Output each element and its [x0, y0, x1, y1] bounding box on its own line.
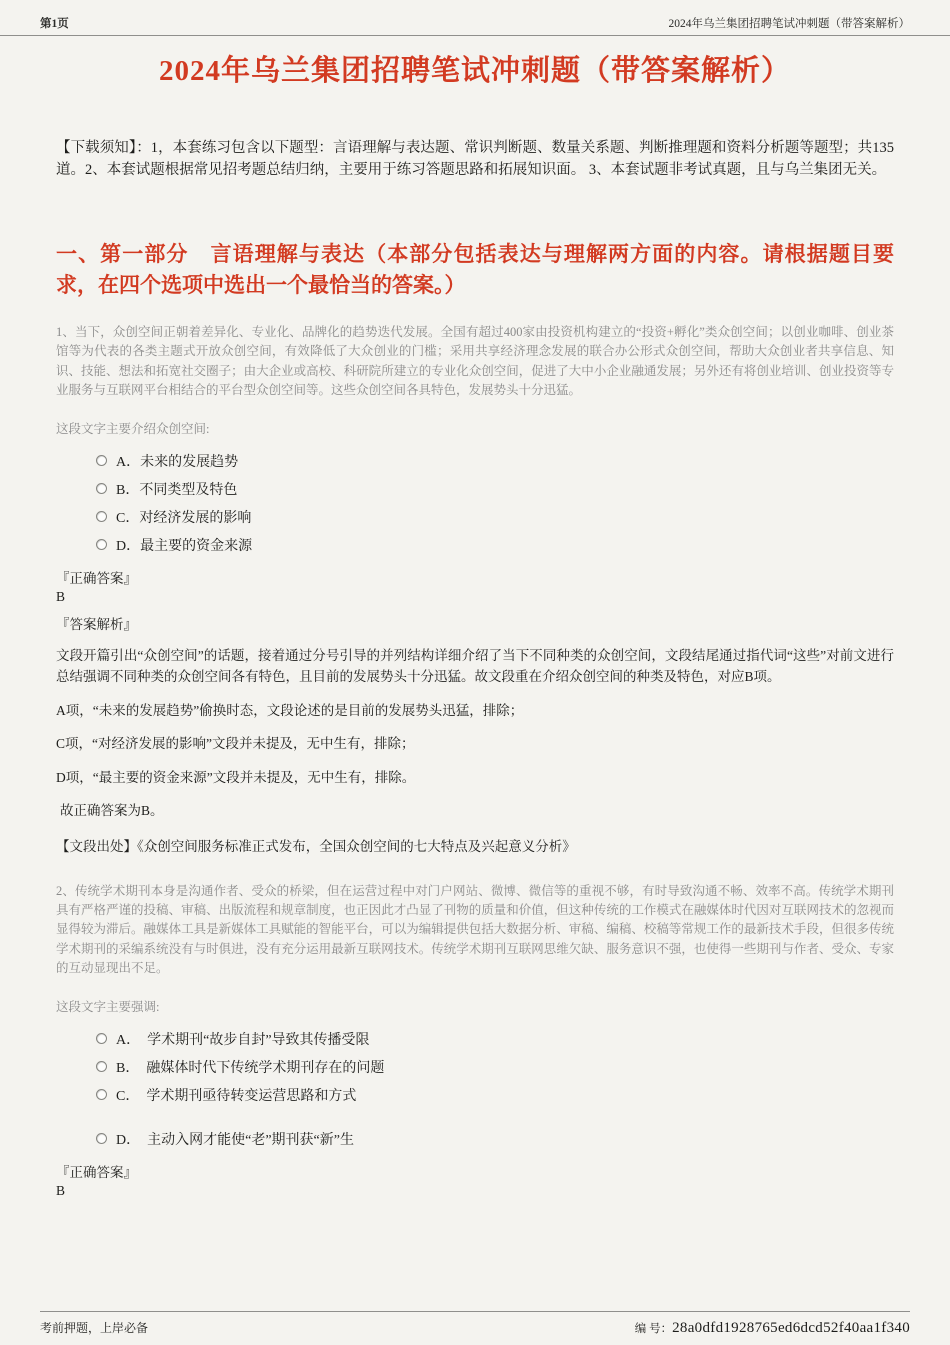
- option-label: D． 主动入网才能使“老”期刊获“新”生: [116, 1132, 354, 1148]
- option-label: A．未来的发展趋势: [116, 454, 239, 470]
- correct-answer-value: B: [56, 1182, 66, 1198]
- serial-code: 28a0dfd1928765ed6dcd52f40aa1f340: [672, 1320, 910, 1336]
- question-2-options: [96, 1025, 894, 1153]
- document-footer: [40, 1311, 910, 1337]
- analysis-paragraph: D项，“最主要的资金来源”文段并未提及，无中生有，排除。: [56, 769, 416, 785]
- option-label: C．对经济发展的影响: [116, 510, 252, 526]
- correct-answer-label: 『正确答案』: [56, 1164, 137, 1180]
- radio-icon[interactable]: [96, 1089, 107, 1100]
- radio-icon[interactable]: [96, 511, 107, 522]
- download-note: 【下载须知】：1，本套练习包含以下题型：言语理解与表达题、常识判断题、数量关系题、判断推理题和资料分析题等题型；共135道。2、本套试题根据常见招考题总结归纳，主要用于练习答题思路和拓展知识面。 3、本套试题非考试真题，且与乌兰集团无关。: [56, 139, 894, 178]
- question-1-option-c[interactable]: [96, 503, 251, 531]
- correct-answer-value: B: [56, 588, 66, 604]
- page-title: 2024年乌兰集团招聘笔试冲刺题（带答案解析）: [158, 55, 791, 87]
- question-2-stem: 2、传统学术期刊本身是沟通作者、受众的桥梁，但在运营过程中对门户网站、微博、微信等的重视不够，有时导致沟通不畅、效率不高。传统学术期刊具有严格严谨的投稿、审稿、出版流程和规章制度，也正因此才凸显了刊物的质量和价值，但这种传统的工作模式在融媒体时代因对互联网技术的忽视而显得较为滞后。融媒体工具是新媒体工具赋能的智能平台，可以为编辑提供包括大数据分析、审稿、编稿、校稿等常规工作的最新技术手段，但很多传统学术期刊的采编系统没有与时俱进，没有充分运用最新互联网技术。传统学术期刊互联网思维欠缺、服务意识不强，也使得一些期刊与作者、受众、专家的互动显现出不足。: [56, 883, 894, 976]
- radio-icon[interactable]: [96, 539, 107, 550]
- option-label: B．不同类型及特色: [116, 482, 238, 498]
- analysis-paragraph: C项，“对经济发展的影响”文段并未提及，无中生有，排除；: [56, 736, 415, 752]
- question-1-option-a[interactable]: [96, 447, 238, 475]
- analysis-conclusion: 故正确答案为B。: [60, 803, 164, 819]
- option-label: B． 融媒体时代下传统学术期刊存在的问题: [116, 1060, 385, 1076]
- page-number: 第1页: [40, 18, 69, 30]
- question-2-option-b[interactable]: [96, 1053, 384, 1081]
- serial-label: 编 号：: [634, 1323, 673, 1335]
- header-doc-title: 2024年乌兰集团招聘笔试冲刺题（带答案解析）: [668, 18, 910, 30]
- passage-source: 【文段出处】《众创空间服务标准正式发布，全国众创空间的七大特点及兴起意义分析》: [56, 839, 576, 855]
- radio-icon[interactable]: [96, 1133, 107, 1144]
- option-label: A． 学术期刊“故步自封”导致其传播受限: [116, 1032, 370, 1048]
- question-1-option-d[interactable]: [96, 531, 252, 559]
- question-2-prompt: 这段文字主要强调:: [56, 999, 160, 1014]
- document-content: [0, 54, 950, 1199]
- document-header: [0, 0, 950, 36]
- question-2-option-d[interactable]: [96, 1125, 354, 1153]
- correct-answer-label: 『正确答案』: [56, 570, 137, 586]
- section-heading: 一、第一部分 言语理解与表达（本部分包括表达与理解两方面的内容。请根据题目要求，在四个选项中选出一个最恰当的答案。）: [56, 241, 894, 297]
- footer-slogan: 考前押题，上岸必备: [40, 1321, 149, 1335]
- question-2: [56, 882, 894, 1199]
- option-label: D．最主要的资金来源: [116, 538, 253, 554]
- question-2-option-c[interactable]: [96, 1081, 356, 1109]
- question-1: [56, 323, 894, 858]
- radio-icon[interactable]: [96, 483, 107, 494]
- question-1-prompt: 这段文字主要介绍众创空间:: [56, 421, 210, 436]
- analysis-label: 『答案解析』: [56, 616, 137, 632]
- option-label: C． 学术期刊亟待转变运营思路和方式: [116, 1088, 357, 1104]
- radio-icon[interactable]: [96, 1061, 107, 1072]
- radio-icon[interactable]: [96, 1033, 107, 1044]
- question-1-options: [96, 447, 894, 559]
- question-1-option-b[interactable]: [96, 475, 237, 503]
- radio-icon[interactable]: [96, 455, 107, 466]
- footer-serial: [635, 1320, 910, 1337]
- question-1-stem: 1、当下，众创空间正朝着差异化、专业化、品牌化的趋势迭代发展。全国有超过400家由投资机构建立的“投资+孵化”类众创空间；以创业咖啡、创业茶馆等为代表的各类主题式开放众创空间，有效降低了大众创业的门槛；采用共享经济理念发展的联合办公形式众创空间，帮助大众创业者共享信息、知识、技能、想法和拓宽社交圈子；由大企业或高校、科研院所建立的专业化众创空间，促进了大中小企业融通发展；另外还有将创业培训、创业投资等专业服务与互联网平台相结合的平台型众创空间等。这些众创空间各具特色，发展势头十分迅猛。: [56, 325, 894, 398]
- analysis-paragraph: 文段开篇引出“众创空间”的话题，接着通过分号引导的并列结构详细介绍了当下不同种类的众创空间，文段结尾通过指代词“这些”对前文进行总结强调不同种类的众创空间各有特色，且目前的发展势头十分迅猛。故文段重在介绍众创空间的种类及特色，对应B项。: [56, 647, 894, 685]
- question-2-option-a[interactable]: [96, 1025, 370, 1053]
- analysis-paragraph: A项，“未来的发展趋势”偷换时态，文段论述的是目前的发展势头迅猛，排除；: [56, 702, 524, 718]
